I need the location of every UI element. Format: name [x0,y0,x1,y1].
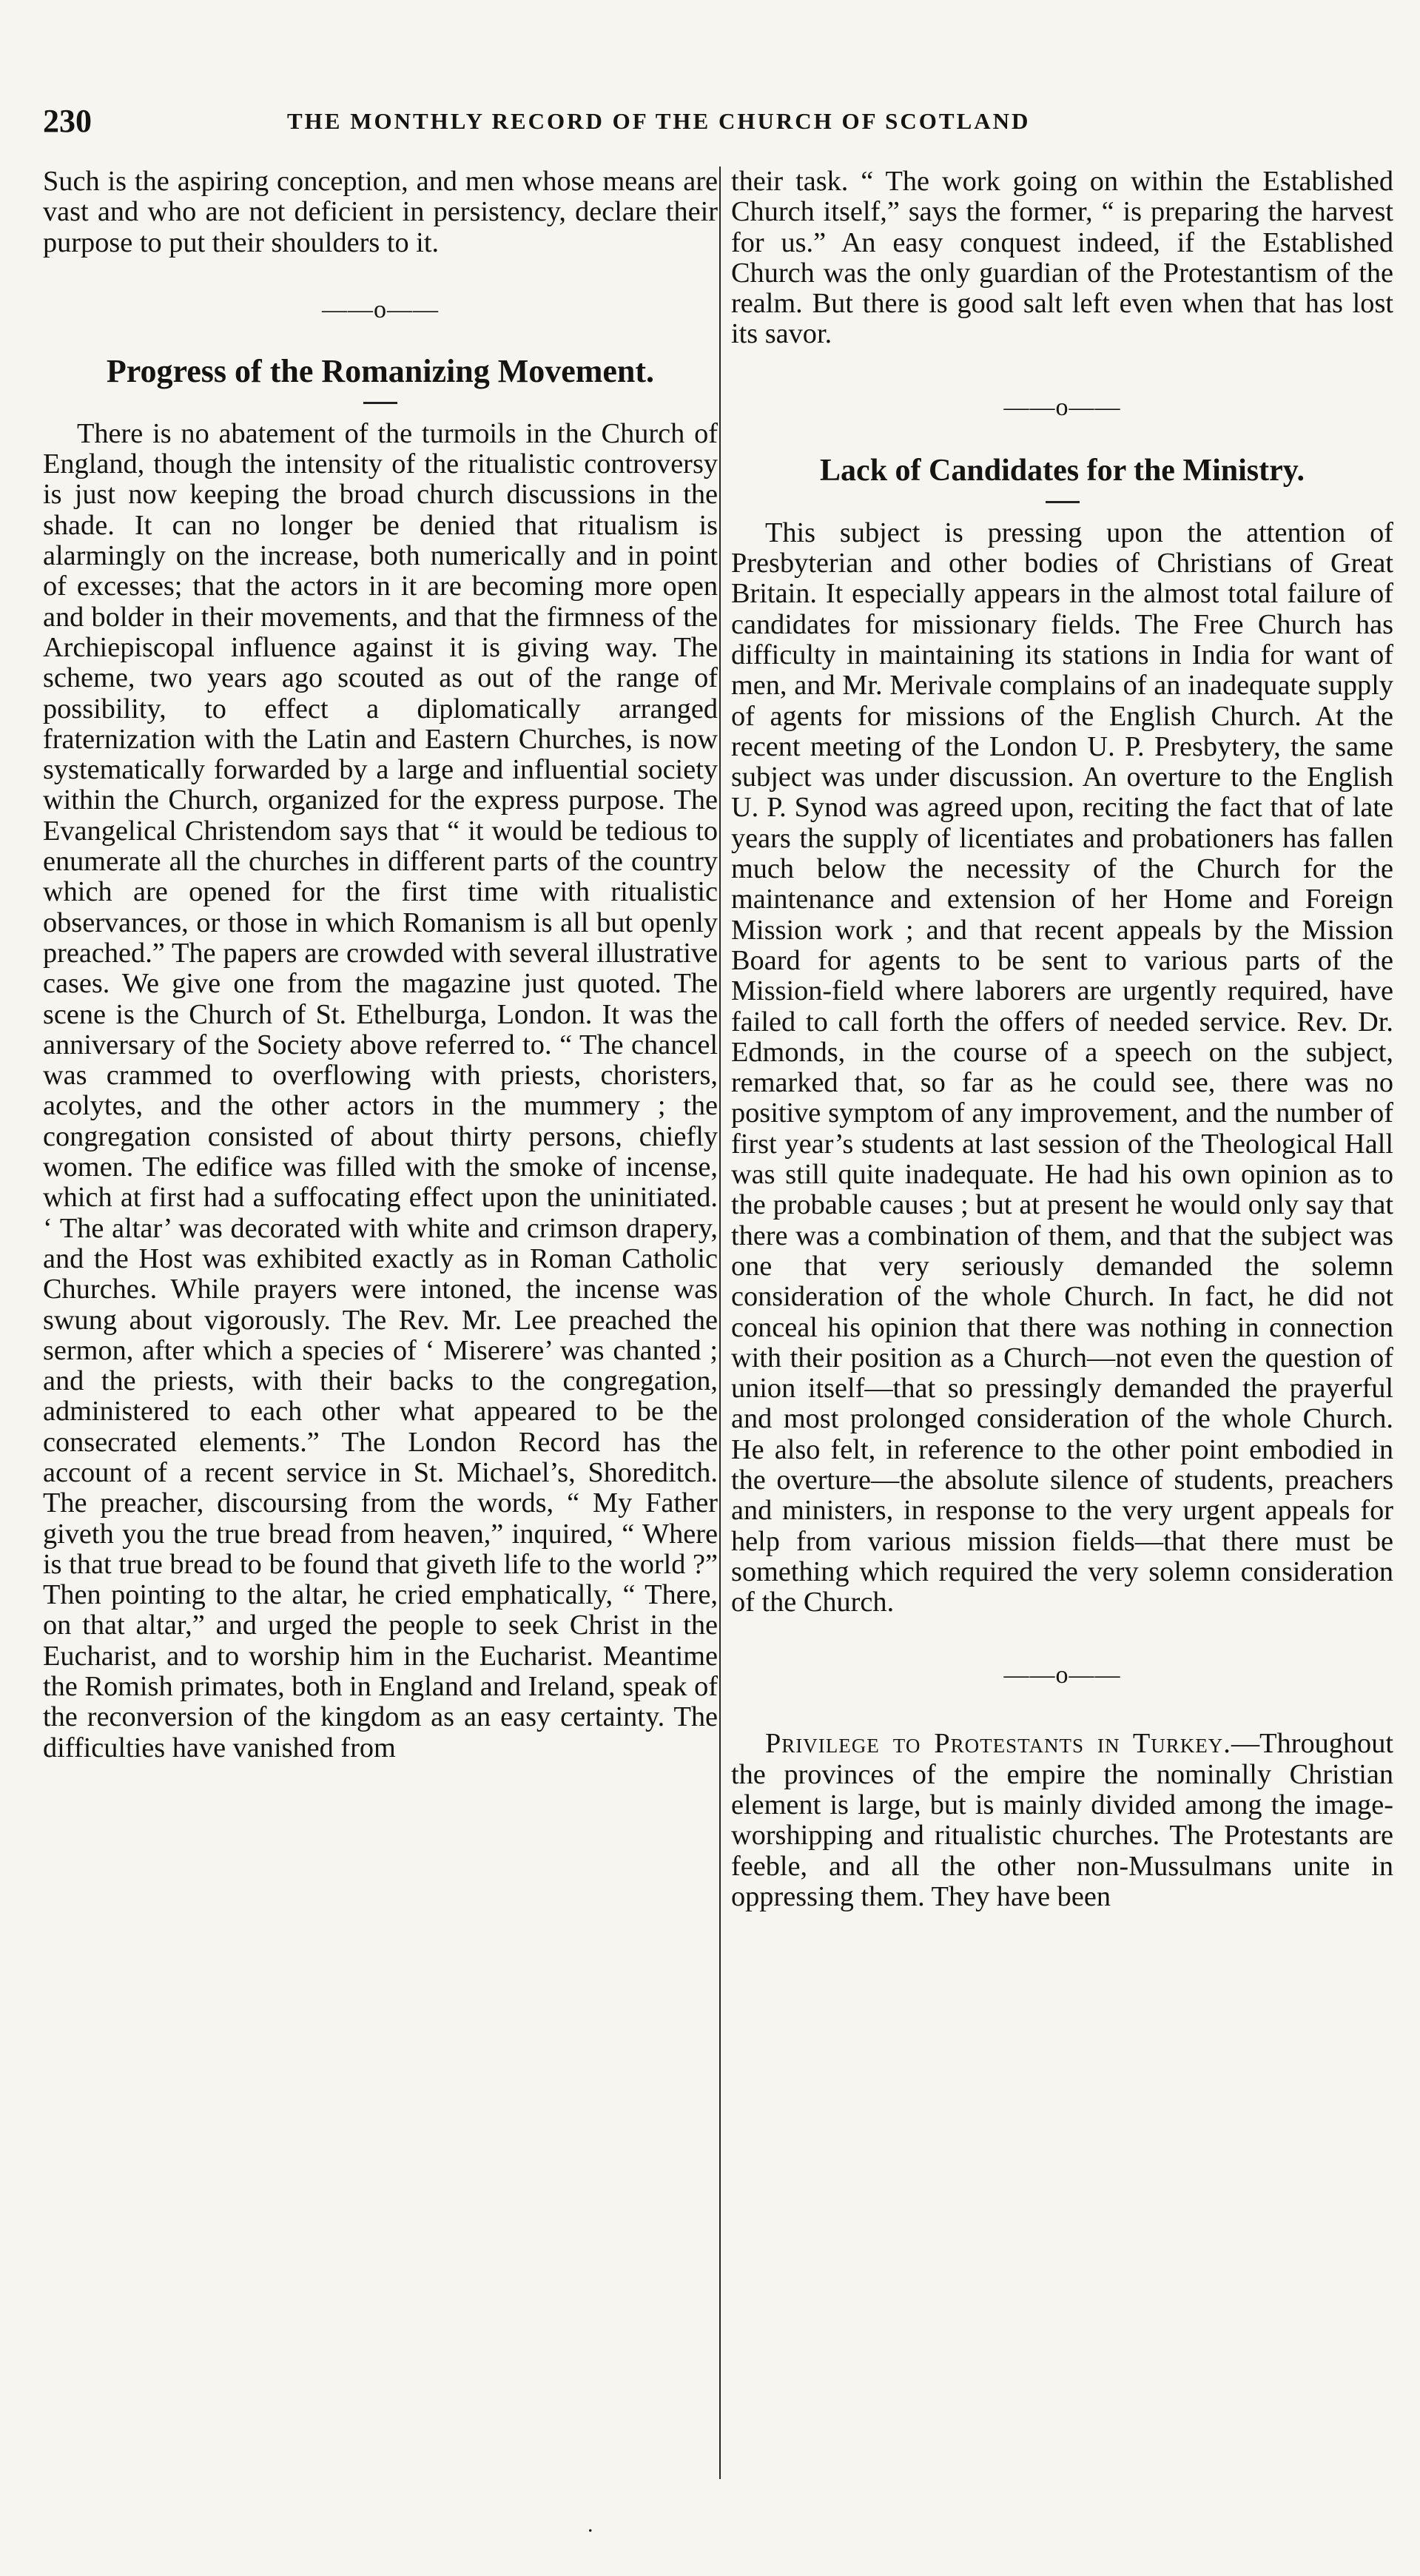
notice-text: —Throughout the provinces of the empire the nominally Christian element is large, but is mainly divided among the image-worshipping and ritualistic churches. The Protestants are feeble, and all the other non-Mussulmans unite in oppressing them. They have been [731,1728,1393,1912]
page-end-mark: . [588,2512,593,2537]
title-rule [363,402,397,404]
section-separator: ——o—— [1003,1661,1121,1689]
article-title-romanizing: Progress of the Romanizing Movement. [106,352,655,389]
page-number: 230 [43,103,92,139]
title-rule [1046,501,1080,503]
article-title-candidates: Lack of Candidates for the Ministry. [820,453,1305,488]
right-column [731,167,1393,1912]
article-body-candidates: This subject is pressing upon the attention of Presbyterian and other bodies of Christians of Great Britain. It especially appears in the almost total failure of candidates for missionary fields. The Free Church has difficulty in maintaining its stations in India for want of men, and Mr. Merivale complains of an inadequate supply of agents for missions of the English Church. At the recent meeting of the London U. P. Presbytery, the same subject was under discussion. An overture to the English U. P. Synod was agreed upon, reciting the fact that of late years the supply of licentiates and probationers has fallen much below the necessity of the Church for the maintenance and extension of her Home and Foreign Mission work ; and that recent appeals by the Mission Board for agents to be sent to various parts of the Mission-field where laborers are urgently required, have failed to call forth the offers of needed service. Rev. Dr. Edmonds, in the course of a speech on the subject, remarked that, so far as he could see, there was no positive symptom of any improvement, and the number of first year’s students at last session of the Theological Hall was still quite inadequate. He had his own opinion as to the probable causes ; but at present he would only say that there was a combination of them, and that the subject was one that very seriously demanded the solemn consideration of the whole Church. In fact, he did not conceal his opinion that there was nothing in connection with their position as a Church—not even the question of union itself—that so pressingly demanded the prayerful and most prolonged consideration of the whole Church. He also felt, in reference to the other point embodied in the overture—the absolute silence of students, preachers and ministers, in response to the very urgent appeals for help from various mission fields—that there must be something which required the very solemn consideration of the Church. [731,517,1393,1618]
continued-paragraph-right: their task. “ The work going on within the Established Church itself,” says the former, “ is preparing the harvest for us.” An easy conquest indeed, if the Established Church was the only guardian of the Protestantism of the realm. But there is good salt left even when that has lost its savor. [731,166,1393,350]
continued-paragraph-left: Such is the aspiring conception, and men whose means are vast and who are not deficient in persistency, declare their purpose to put their shoulders to it. [43,166,718,258]
section-separator: ——o—— [322,295,439,323]
article-body-romanizing: There is no abatement of the turmoils in the Church of England, though the intensity of the ritualistic controversy is just now keeping the broad church discussions in the shade. It can no longer be denied that ritualism is alarmingly on the increase, both numerically and in point of excesses; that the actors in it are becoming more open and bolder in their movements, and that the firmness of the Archiepiscopal influence against it is giving way. The scheme, two years ago scouted as out of the range of possibility, to effect a diplomatically arranged fraternization with the Latin and Eastern Churches, is now systematically forwarded by a large and influential society within the Church, organized for the express purpose. The Evangelical Christendom says that “ it would be tedious to enumerate all the churches in different parts of the country which are opened for the first time with ritualistic observances, or those in which Romanism is all but openly preached.” The papers are crowded with several illustrative cases. We give one from the magazine just quoted. The scene is the Church of St. Ethelburga, London. It was the anniversary of the Society above referred to. “ The chancel was crammed to overflowing with priests, choristers, acolytes, and the other actors in the mummery ; the congregation consisted of about thirty persons, chiefly women. The edifice was filled with the smoke of incense, which at first had a suffocating effect upon the uninitiated. ‘ The altar’ was decorated with white and crimson drapery, and the Host was exhibited exactly as in Roman Catholic Churches. While prayers were intoned, the incense was swung about vigorously. The Rev. Mr. Lee preached the sermon, after which a species of ‘ Miserere’ was chanted ; and the priests, with their backs to the congregation, administered to each other what appeared to be the consecrated elements.” The London Record has the account of a recent service in St. Michael’s, Shoreditch. The preacher, discoursing from the words, “ My Father giveth you the true bread from heaven,” inquired, “ Where is that true bread to be found that giveth life to the world ?” Then pointing to the altar, he cried emphatically, “ There, on that altar,” and urged the people to seek Christ in the Eucharist, and to worship him in the Eucharist. Meantime the Romish primates, both in England and Ireland, speak of the reconversion of the kingdom as an easy certainty. The difficulties have vanished from [43,417,718,1763]
section-separator: ——o—— [1003,393,1121,421]
left-column [43,167,718,1763]
notice-lead: Privilege to Protestants in Turkey. [765,1728,1231,1760]
column-divider [719,167,721,2479]
journal-title: THE MONTHLY RECORD OF THE CHURCH OF SCOTLAND [287,108,1031,134]
notice-privilege-turkey [731,1729,1393,1912]
running-head [43,102,1375,147]
